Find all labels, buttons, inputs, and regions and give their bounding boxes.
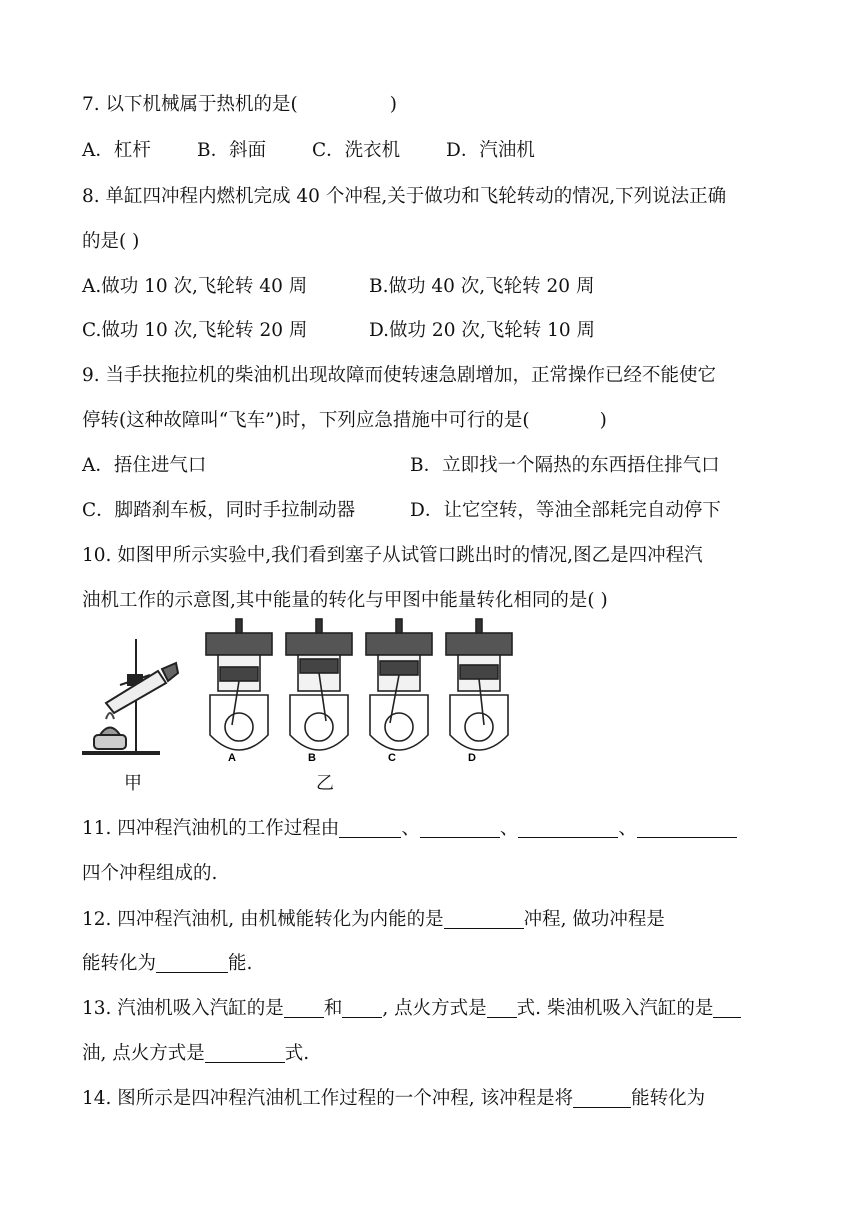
q12-blank-2[interactable] <box>156 952 228 973</box>
engine-label-a: A <box>228 752 236 764</box>
q14-stem-line1: 14. 图所示是四冲程汽油机工作过程的一个冲程, 该冲程是将 能转化为 <box>82 1088 706 1109</box>
caption-yi: 乙 <box>316 773 334 794</box>
q9-option-d: D．让它空转，等油全部耗完自动停下 <box>410 500 721 521</box>
q11-stem-line1: 11. 四冲程汽油机的工作过程由 、 、 、 <box>82 816 737 842</box>
q13-stem-line2: 油, 点火方式是 式. <box>82 1043 310 1064</box>
engine-d <box>446 619 512 750</box>
q12-stem-line1: 12. 四冲程汽油机, 由机械能转化为内能的是 冲程, 做功冲程是 <box>82 909 665 930</box>
test-tube-apparatus <box>82 639 178 753</box>
q9-stem-line1: 9. 当手扶拖拉机的柴油机出现故障而使转速急剧增加，正常操作已经不能使它 <box>82 365 717 386</box>
q9-option-b: B．立即找一个隔热的东西捂住排气口 <box>410 455 720 476</box>
q8-option-d: D.做功 20 次,飞轮转 10 周 <box>369 320 596 341</box>
q8-option-b: B.做功 40 次,飞轮转 20 周 <box>369 276 595 297</box>
engine-label-c: C <box>388 752 396 764</box>
q13-blank-5[interactable] <box>205 1042 285 1063</box>
q11-blank-2[interactable] <box>420 817 500 838</box>
q8-stem-line1: 8. 单缸四冲程内燃机完成 40 个冲程,关于做功和飞轮转动的情况,下列说法正确 <box>82 186 727 207</box>
q11-blank-3[interactable] <box>518 817 618 838</box>
q9-option-c: C．脚踏刹车板，同时手拉制动器 <box>82 500 356 521</box>
q7-option-b: B．斜面 <box>197 140 267 161</box>
q12-stem-line2: 能转化为 能. <box>82 953 253 974</box>
q11-stem-line2: 四个冲程组成的. <box>82 863 218 884</box>
q8-stem-line2: 的是( ) <box>82 231 140 252</box>
q11-blank-4[interactable] <box>637 817 737 838</box>
q13-blank-4[interactable] <box>713 997 741 1018</box>
q7-option-c: C．洗衣机 <box>312 140 401 161</box>
engine-b <box>286 619 352 750</box>
engine-a <box>206 619 272 750</box>
engine-label-b: B <box>308 752 316 764</box>
q10-stem-line2: 油机工作的示意图,其中能量的转化与甲图中能量转化相同的是( ) <box>82 590 608 611</box>
engine-c <box>366 619 432 750</box>
q7-option-d: D．汽油机 <box>446 140 535 161</box>
caption-jia: 甲 <box>124 773 142 794</box>
q9-option-a: A．捂住进气口 <box>82 455 207 476</box>
q10-stem-line1: 10. 如图甲所示实验中,我们看到塞子从试管口跳出时的情况,图乙是四冲程汽 <box>82 545 703 566</box>
engine-label-d: D <box>468 752 476 764</box>
q13-stem-line1: 13. 汽油机吸入汽缸的是 和 , 点火方式是 式. 柴油机吸入汽缸的是 <box>82 996 741 1022</box>
q13-blank-2[interactable] <box>342 997 382 1018</box>
q8-option-a: A.做功 10 次,飞轮转 40 周 <box>82 276 308 297</box>
q8-option-c: C.做功 10 次,飞轮转 20 周 <box>82 320 308 341</box>
q11-blank-1[interactable] <box>339 817 401 838</box>
q12-blank-1[interactable] <box>444 908 524 929</box>
q14-blank-1[interactable] <box>573 1087 631 1108</box>
q9-stem-line2: 停转(这种故障叫“飞车”)时，下列应急措施中可行的是( ) <box>82 410 607 431</box>
q7-stem: 7. 以下机械属于热机的是( ) <box>82 94 397 115</box>
q7-option-a: A．杠杆 <box>82 140 151 161</box>
q13-blank-1[interactable] <box>284 997 324 1018</box>
q13-blank-3[interactable] <box>487 997 517 1018</box>
q10-figure <box>80 615 520 795</box>
q10-figure-drawing <box>80 615 520 765</box>
